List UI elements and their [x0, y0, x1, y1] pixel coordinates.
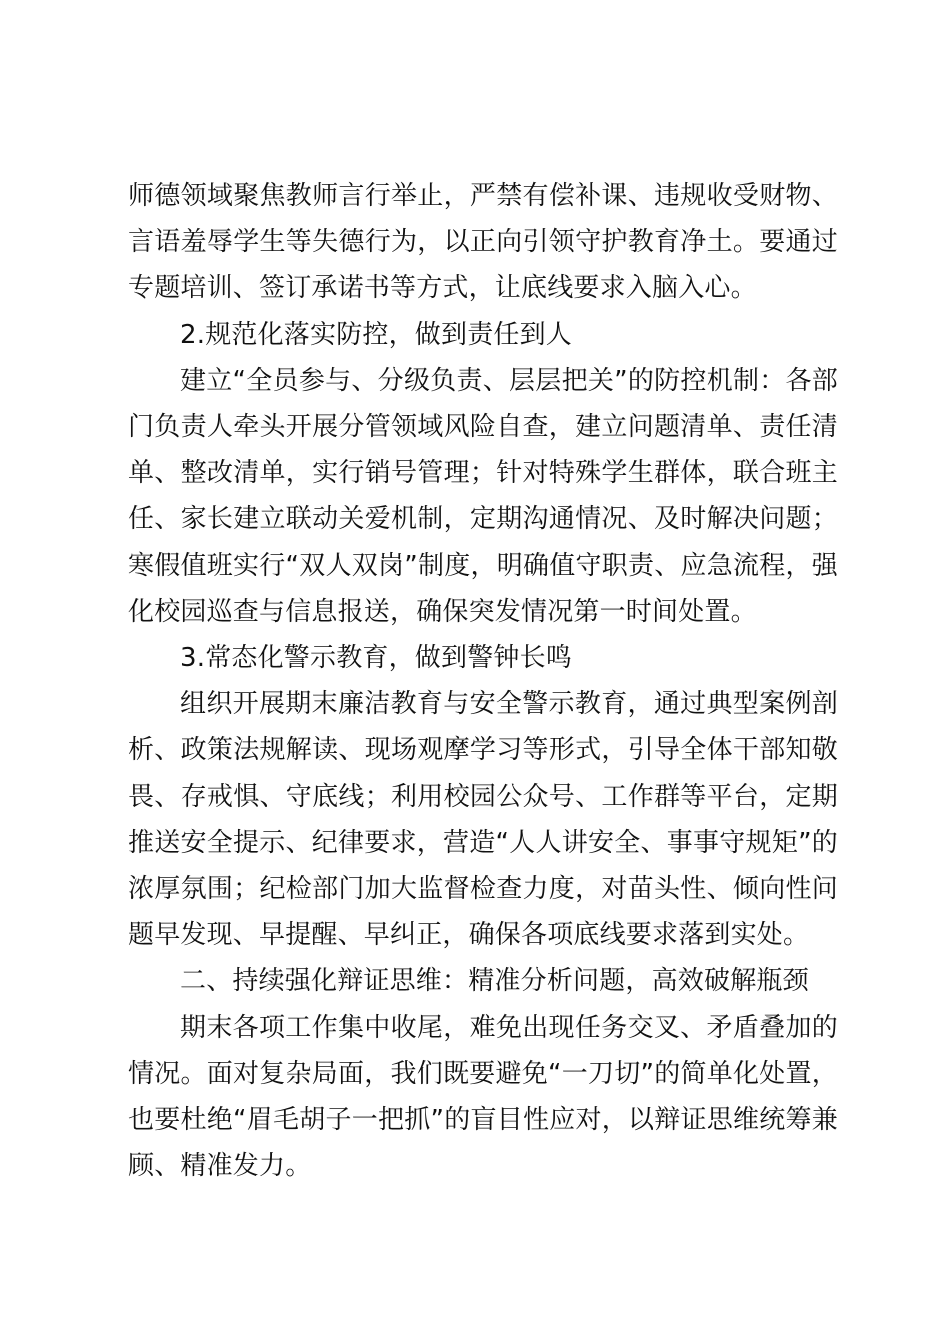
document-body [128, 173, 838, 1189]
subheading-3: 3.常态化警示教育，做到警钟长鸣 [180, 643, 573, 674]
body-paragraph: 组织开展期末廉洁教育与安全警示教育，通过典型案例剖析、政策法规解读、现场观摩学习等形式，引导全体干部知敬畏、存戒惧、守底线；利用校园公众号、工作群等平台，定期推送安全提示、纪律要求，营造“人人讲安全、事事守规矩”的浓厚氛围；纪检部门加大监督检查力度，对苗头性、倾向性问题早发现、早提醒、早纠正，确保各项底线要求落到实处。 [128, 689, 838, 951]
body-paragraph: 建立“全员参与、分级负责、层层把关”的防控机制：各部门负责人牵头开展分管领域风险自查，建立问题清单、责任清单、整改清单，实行销号管理；针对特殊学生群体，联合班主任、家长建立联动关爱机制，定期沟通情况、及时解决问题；寒假值班实行“双人双岗”制度，明确值守职责、应急流程，强化校园巡查与信息报送，确保突发情况第一时间处置。 [128, 365, 838, 627]
section-heading-2: 二、持续强化辩证思维：精准分析问题，高效破解瓶颈 [180, 966, 809, 997]
subheading-2: 2.规范化落实防控，做到责任到人 [180, 319, 573, 350]
body-paragraph-continuation: 师德领域聚焦教师言行举止，严禁有偿补课、违规收受财物、言语羞辱学生等失德行为，以正向引领守护教育净土。要通过专题培训、签订承诺书等方式，让底线要求入脑入心。 [128, 181, 838, 304]
body-paragraph: 期末各项工作集中收尾，难免出现任务交叉、矛盾叠加的情况。面对复杂局面，我们既要避免“一刀切”的简单化处置，也要杜绝“眉毛胡子一把抓”的盲目性应对，以辩证思维统筹兼顾、精准发力。 [128, 1012, 838, 1182]
